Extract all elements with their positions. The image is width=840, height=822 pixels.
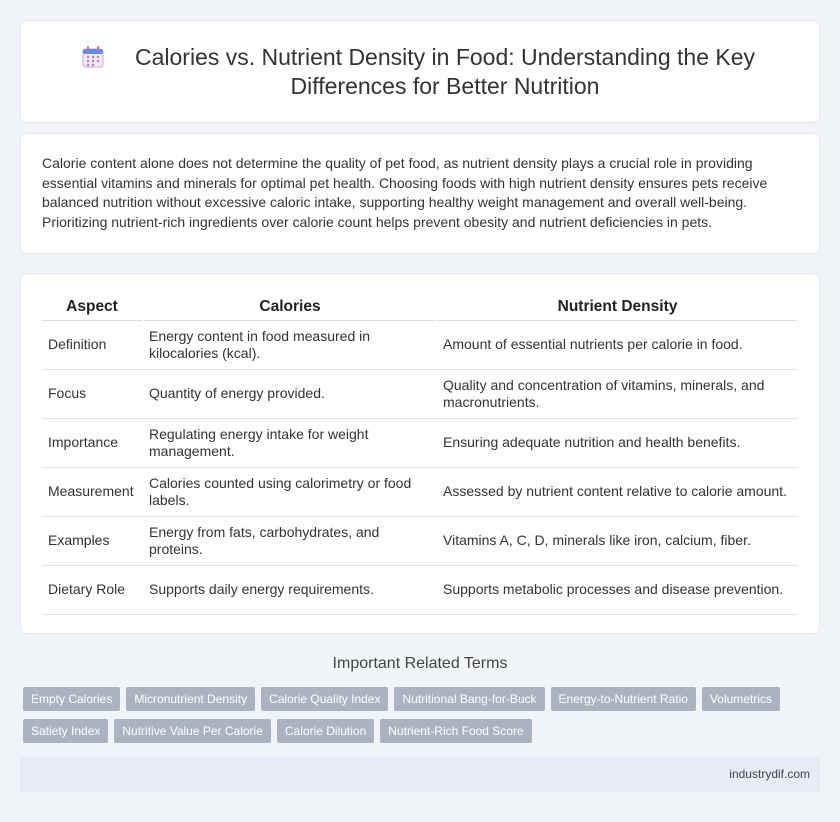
table-cell-calories: Calories counted using calorimetry or food labels.	[143, 467, 437, 516]
table-row	[42, 565, 798, 614]
table-cell-aspect: Definition	[42, 320, 143, 369]
table-cell-calories: Energy content in food measured in kilocalories (kcal).	[143, 320, 437, 369]
tag-volumetrics[interactable]: Volumetrics	[702, 687, 780, 711]
table-cell-calories: Energy from fats, carbohydrates, and proteins.	[143, 516, 437, 565]
tag-empty-calories[interactable]: Empty Calories	[23, 687, 120, 711]
tag-row	[23, 687, 803, 711]
footer-site-link[interactable]: industrydif.com	[729, 767, 810, 781]
table-row	[42, 320, 798, 369]
related-terms-heading: Important Related Terms	[332, 655, 508, 672]
table-cell-calories: Regulating energy intake for weight management.	[143, 418, 437, 467]
table-cell-calories: Quantity of energy provided.	[143, 369, 437, 418]
column-header-nutrient-density: Nutrient Density	[437, 294, 798, 320]
table-cell-nutrient-density: Supports metabolic processes and disease prevention.	[437, 565, 798, 614]
table-cell-aspect: Measurement	[42, 467, 143, 516]
tag-satiety-index[interactable]: Satiety Index	[23, 719, 108, 743]
tag-nutrient-rich-food-score[interactable]: Nutrient-Rich Food Score	[380, 719, 531, 743]
tag-calorie-dilution[interactable]: Calorie Dilution	[277, 719, 374, 743]
tag-micronutrient-density[interactable]: Micronutrient Density	[126, 687, 255, 711]
table-cell-calories: Supports daily energy requirements.	[143, 565, 437, 614]
tag-energy-to-nutrient-ratio[interactable]: Energy-to-Nutrient Ratio	[551, 687, 696, 711]
table-cell-nutrient-density: Amount of essential nutrients per calorie in food.	[437, 320, 798, 369]
table-row	[42, 467, 798, 516]
footer	[20, 757, 820, 792]
column-header-calories: Calories	[143, 294, 437, 320]
header-card	[20, 20, 820, 123]
page-title: Calories vs. Nutrient Density in Food: Understanding the Key Differences for Better Nutrition	[134, 44, 756, 99]
table-cell-nutrient-density: Vitamins A, C, D, minerals like iron, calcium, fiber.	[437, 516, 798, 565]
comparison-table	[42, 294, 799, 615]
table-cell-aspect: Examples	[42, 516, 143, 565]
tag-nutritive-value-per-calorie[interactable]: Nutritive Value Per Calorie	[114, 719, 271, 743]
table-header-row	[42, 294, 798, 320]
table-cell-nutrient-density: Ensuring adequate nutrition and health benefits.	[437, 418, 798, 467]
table-cell-nutrient-density: Quality and concentration of vitamins, minerals, and macronutrients.	[437, 369, 798, 418]
column-header-aspect: Aspect	[42, 294, 143, 320]
table-row	[42, 369, 798, 418]
tag-calorie-quality-index[interactable]: Calorie Quality Index	[261, 687, 388, 711]
table-cell-nutrient-density: Assessed by nutrient content relative to calorie amount.	[437, 467, 798, 516]
table-cell-aspect: Focus	[42, 369, 143, 418]
table-row	[42, 516, 798, 565]
comparison-table-card	[20, 273, 820, 634]
intro-paragraph: Calorie content alone does not determine the quality of pet food, as nutrient density plays a crucial role in providing essential vitamins and minerals for optimal pet health. Choosing foods with high nutrient density ensures pets receive balanced nutrition without excessive caloric intake, supporting healthy weight management and overall well-being. Prioritizing nutrient-rich ingredients over calorie count helps prevent obesity and nutrient deficiencies in pets.	[42, 155, 768, 230]
intro-card	[20, 133, 820, 254]
tag-nutritional-bang-for-buck[interactable]: Nutritional Bang-for-Buck	[394, 687, 544, 711]
related-terms-tags	[23, 687, 803, 751]
table-cell-aspect: Importance	[42, 418, 143, 467]
table-cell-aspect: Dietary Role	[42, 565, 143, 614]
tag-row	[23, 719, 803, 743]
table-row	[42, 418, 798, 467]
